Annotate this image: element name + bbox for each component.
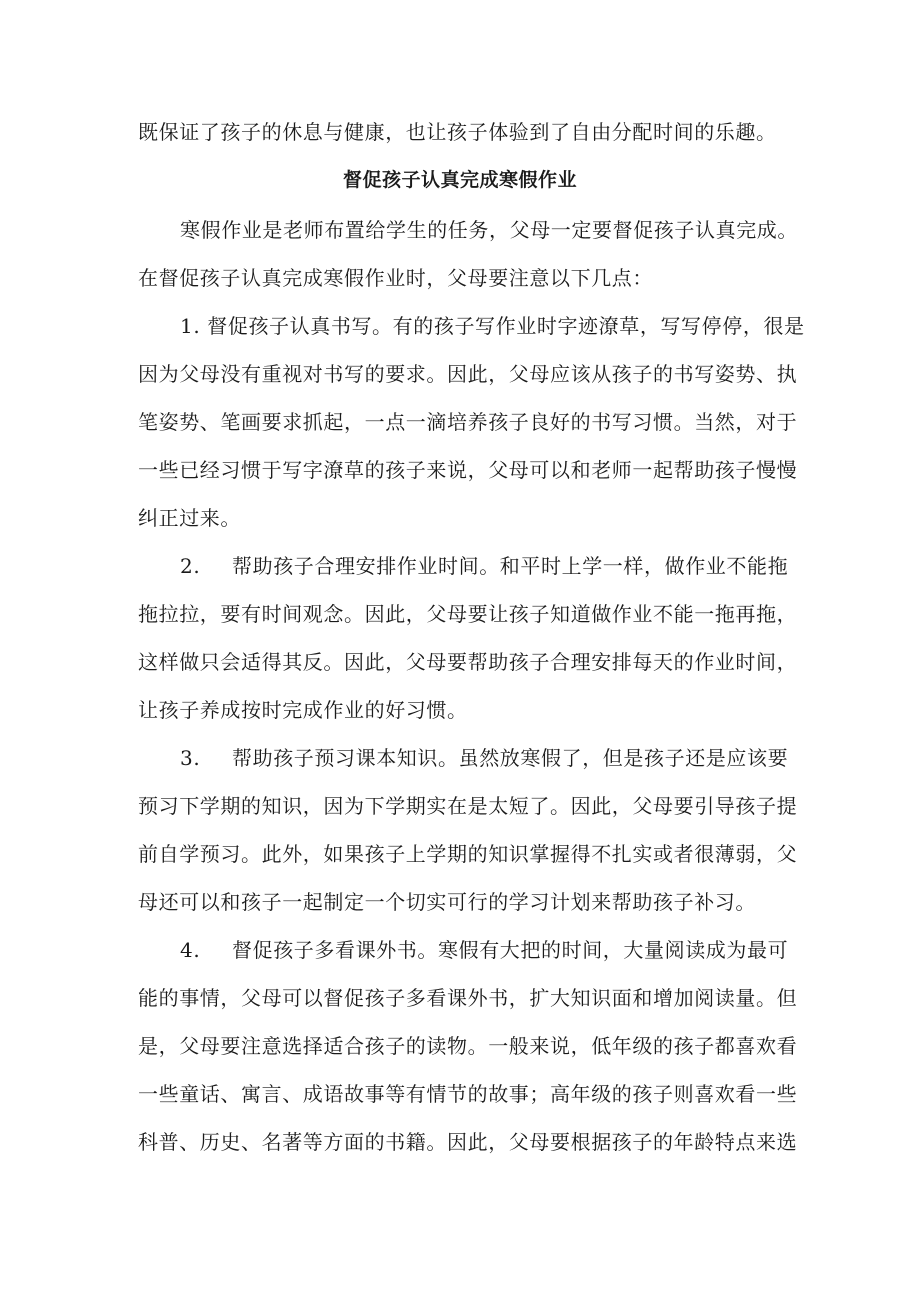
paragraph-line: 纠正过来。 (138, 506, 241, 530)
paragraph-line: 是，父母要注意选择适合孩子的读物。一般来说，低年级的孩子都喜欢看 (138, 1034, 798, 1058)
paragraph-line: 母还可以和孩子一起制定一个切实可行的学习计划来帮助孩子补习。 (138, 890, 756, 914)
numbered-item-line (180, 552, 840, 580)
paragraph-text: 帮助孩子预习课本知识。虽然放寒假了，但是孩子还是应该要 (232, 746, 789, 770)
list-number: 4. (180, 938, 201, 962)
paragraph-line: 让孩子养成按时完成作业的好习惯。 (138, 698, 468, 722)
paragraph-line: 拖拉拉，要有时间观念。因此，父母要让孩子知道做作业不能一拖再拖， (138, 602, 798, 626)
paragraph-line: 科普、历史、名著等方面的书籍。因此，父母要根据孩子的年龄特点来选 (138, 1130, 798, 1154)
paragraph-line: 1. 督促孩子认真书写。有的孩子写作业时字迹潦草，写写停停，很是 (180, 314, 805, 338)
paragraph-line: 前自学预习。此外，如果孩子上学期的知识掌握得不扎实或者很薄弱，父 (138, 842, 798, 866)
numbered-item-line (180, 744, 840, 772)
paragraph-line: 因为父母没有重视对书写的要求。因此，父母应该从孩子的书写姿势、执 (138, 362, 798, 386)
list-number: 3. (180, 746, 201, 770)
paragraph-line: 寒假作业是老师布置给学生的任务，父母一定要督促孩子认真完成。 (180, 218, 798, 242)
paragraph-line: 这样做只会适得其反。因此，父母要帮助孩子合理安排每天的作业时间， (138, 650, 798, 674)
paragraph-text: 督促孩子多看课外书。寒假有大把的时间，大量阅读成为最可 (232, 938, 789, 962)
paragraph-line: 预习下学期的知识，因为下学期实在是太短了。因此，父母要引导孩子提 (138, 794, 798, 818)
numbered-item-line (180, 936, 840, 964)
paragraph-line: 一些童话、寓言、成语故事等有情节的故事；高年级的孩子则喜欢看一些 (138, 1082, 798, 1106)
paragraph-line: 既保证了孩子的休息与健康，也让孩子体验到了自由分配时间的乐趣。 (138, 120, 777, 144)
paragraph-line: 能的事情，父母可以督促孩子多看课外书，扩大知识面和增加阅读量。但 (138, 986, 798, 1010)
paragraph-line: 在督促孩子认真完成寒假作业时，父母要注意以下几点： (138, 266, 653, 290)
list-number: 2. (180, 554, 201, 578)
paragraph-text: 帮助孩子合理安排作业时间。和平时上学一样，做作业不能拖 (232, 554, 789, 578)
section-title: 督促孩子认真完成寒假作业 (342, 169, 577, 191)
paragraph-line: 一些已经习惯于写字潦草的孩子来说，父母可以和老师一起帮助孩子慢慢 (138, 458, 798, 482)
paragraph-line: 笔姿势、笔画要求抓起，一点一滴培养孩子良好的书写习惯。当然，对于 (138, 410, 798, 434)
